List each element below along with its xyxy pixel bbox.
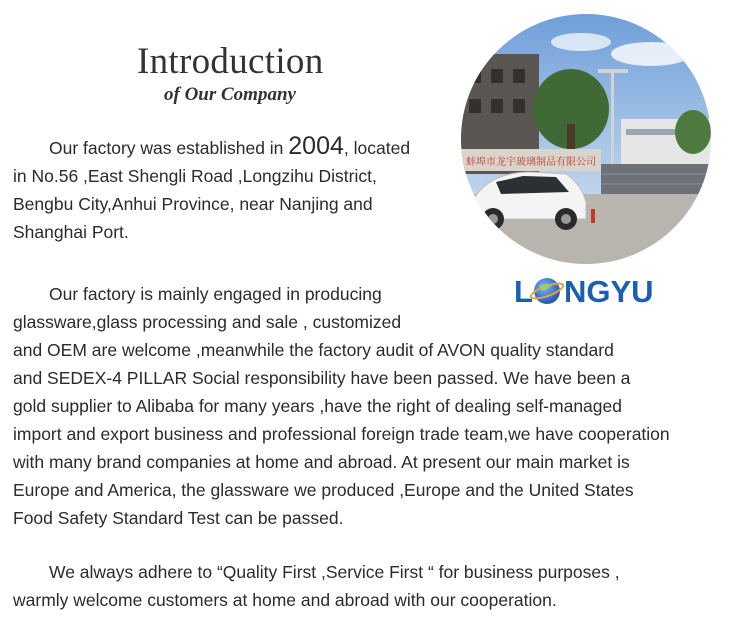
para1-line-3: Bengbu City,Anhui Province, near Nanjing and: [13, 194, 373, 214]
para1-line-1: [13, 132, 410, 162]
intro-paragraph-2: [13, 280, 670, 532]
gate: [601, 164, 711, 196]
para1-line-4: Shanghai Port.: [13, 222, 129, 242]
longyu-logo-graphic: [512, 270, 660, 310]
para2-line: with many brand companies at home and abroad. At present our main market is: [13, 452, 630, 472]
page-title: Introduction: [137, 41, 324, 82]
para2-line: Our factory is mainly engaged in producing: [49, 284, 382, 304]
factory-sign-text: 蚌埠市龙宇玻璃制品有限公司: [466, 157, 596, 168]
para1-line-1-post: , located: [343, 138, 411, 158]
para2-line: gold supplier to Alibaba for many years ,have the right of dealing self-managed: [13, 396, 622, 416]
intro-paragraph-1: [13, 132, 410, 246]
cloud: [611, 42, 691, 66]
logo-letter-l: L: [514, 274, 533, 309]
para2-line: and SEDEX-4 PILLAR Social responsibility have been passed. We have been a: [13, 368, 631, 388]
para1-line-1-pre: Our factory was established in: [49, 138, 289, 158]
longyu-logo: [512, 270, 660, 310]
para3-line: warmly welcome customers at home and abroad with our cooperation.: [13, 590, 557, 610]
para2-line: glassware,glass processing and sale , customized: [13, 312, 402, 332]
para3-line: We always adhere to “Quality First ,Service First “ for business purposes ,: [49, 562, 620, 582]
para2-line: and OEM are welcome ,meanwhile the factory audit of AVON quality standard: [13, 340, 614, 360]
para2-line: Europe and America, the glassware we produced ,Europe and the United States: [13, 480, 634, 500]
factory-photo-illustration: [461, 14, 711, 264]
para2-line: Food Safety Standard Test can be passed.: [13, 508, 344, 528]
cloud: [551, 33, 611, 51]
intro-paragraph-3: [13, 558, 620, 614]
para1-line-2: in No.56 ,East Shengli Road ,Longzihu District,: [13, 166, 377, 186]
street-lamp: [611, 69, 614, 169]
factory-photo: [461, 14, 711, 264]
para2-line: import and export business and professional foreign trade team,we have cooperation: [13, 424, 670, 444]
logo-letters: NGYU: [564, 274, 654, 309]
globe-icon: [529, 278, 564, 304]
founding-year: 2004: [288, 132, 344, 160]
page-subtitle: of Our Company: [164, 84, 296, 105]
